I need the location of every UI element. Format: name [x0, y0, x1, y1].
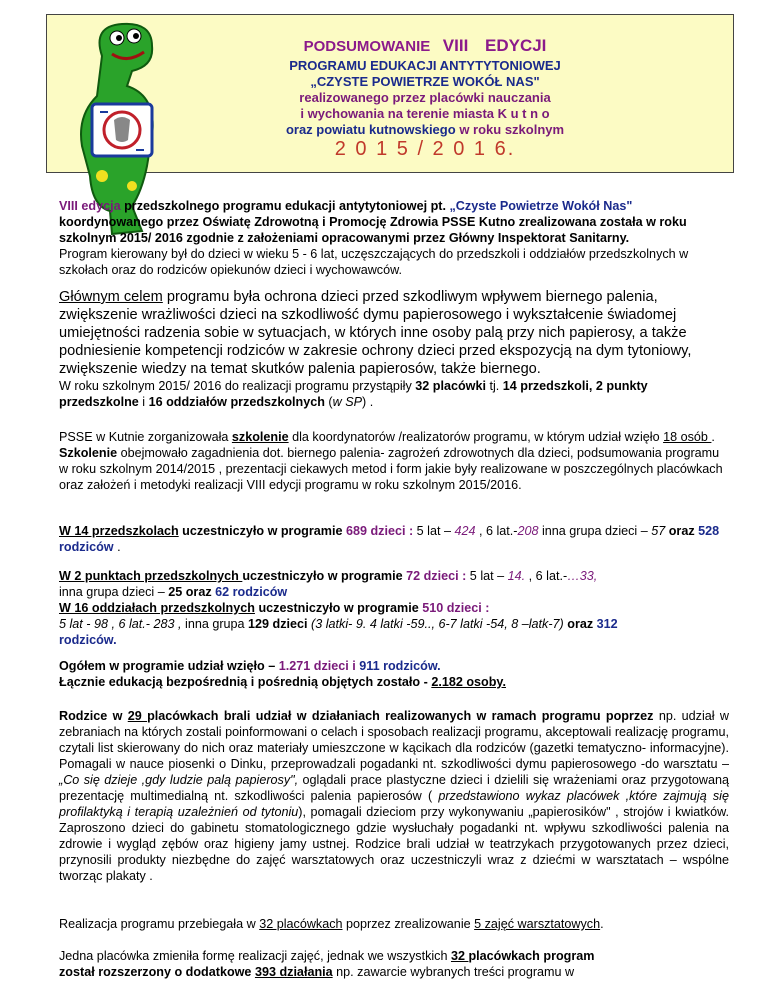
p4-text-j: oraz — [665, 524, 699, 538]
p2-departments: 16 oddziałów przedszkolnych — [148, 395, 325, 409]
p5-text-m: uczestniczyło w programie — [254, 601, 423, 615]
p1-text-d: koordynowanego przez Oświatę Zdrowotną i Promocję Zdrowia PSSE Kutno zrealizowana została w roku szkolnym 2015/ 2016 zgodnie z założeniami opracowanymi przez Główny Inspektorat Sanitarny. — [59, 215, 687, 245]
p8-workshops: 5 zajęć warsztatowych — [474, 917, 601, 931]
paragraph-intro — [59, 198, 729, 278]
p9-count: 32 — [450, 949, 469, 963]
p5-departments: W 16 oddziałach przedszkolnych — [59, 601, 255, 615]
p5-label: W 2 punktach przedszkolnych — [59, 569, 243, 583]
edition-label: VIII edycja — [59, 199, 121, 213]
paragraph-participants — [59, 378, 729, 410]
goal-label: Głównym celem — [59, 289, 163, 305]
p8-text-a: Realizacja programu przebiegała w — [59, 917, 260, 931]
p9-actions: 393 działania — [254, 965, 333, 979]
p1-text-b: przedszkolnego programu edukacji antytytoniowej pt. — [120, 199, 450, 213]
paragraph-realization — [59, 916, 729, 932]
p7-text-a: Rodzice w — [59, 709, 128, 723]
p4-text-b: uczestniczyło w programie — [178, 524, 346, 538]
header-title-a: PODSUMOWANIE — [303, 38, 431, 55]
p4-other: 57 — [651, 524, 666, 538]
p5-text-j: oraz — [182, 585, 216, 599]
p5-dep-children: 510 dzieci : — [422, 601, 490, 615]
p7-text-h: ), pomagali dzieciom przy wykonywaniu „papierosików" , strojów i kwiatków. Zaproszono dzieci do gabinetu stomatologicznego gdzie wysłuchały pogadanki nt. wpływu szkodliwości palenia na zdrowie i wygląd zębów oraz higieny jamy ustnej. Rodzice brali udział w teatrzykach przygotowanych przez dzieci, przynosili produkty niezbędne do zajęć warsztatowych oraz uczestniczyli wraz z dziećmi w warsztatach – wspólne tworząc plakaty . — [59, 805, 730, 883]
p5-children: 72 dzieci : — [406, 569, 467, 583]
p5-age6: …33, — [567, 569, 598, 583]
p2-text-c: W roku szkolnym 2015/ 2016 do realizacji programu przystąpiły — [59, 379, 416, 393]
p2-facilities: 32 placówki — [415, 379, 486, 393]
header-line-6 — [195, 122, 655, 137]
p5-text-h: inna grupa dzieci – — [59, 585, 169, 599]
p3-text-a: PSSE w Kutnie zorganizowała — [59, 430, 232, 444]
goal-text: programu była ochrona dzieci przed szkodliwym wpływem biernego palenia, zwiększenie wrażliwości dzieci na szkodliwość dymu papierosowego i wykształcenie świadomej umiejętności radzenia sobie w sytuacjach, w których inne osoby palą przy nich papierosy, a także podniesienie kompetencji rodziców w zakresie ochrony dzieci przed ekspozycją na dym tytoniowy, zwiększenie wiedzy na temat skutków palenia papierosów, także biernego. — [59, 289, 692, 377]
p6-text-c: i — [348, 659, 360, 673]
p8-text-c: poprzez zrealizowanie — [342, 917, 475, 931]
p5-breakdown: (3 latki- 9. 4 latki -59.., 6-7 latki -54, 8 –latk-7) — [307, 617, 564, 631]
p6-people-total: 2.182 osoby. — [431, 675, 506, 689]
p2-text-i: ( — [324, 395, 333, 409]
p5-dep-parents: 312 — [596, 617, 618, 631]
p9-text-d: został rozszerzony o dodatkowe — [59, 965, 255, 979]
p3-text-g: obejmowało zagadnienia dot. biernego palenia- zagrożeń zdrowotnych dla dzieci, podsumowania programu w roku szkolnym 2014/2015 , prezentacji ciekawych metod i form jakie były realizowane w poszczególnych placówkach oraz założeń i metodyki realizacji VIII edycji programu w roku szkolnym 2015/2016. — [59, 446, 723, 492]
p6-text-a: Ogółem w programie udział wzięło – — [59, 659, 279, 673]
p4-age5: 424 — [454, 524, 476, 538]
header-school-year: 2 0 1 5 / 2 0 1 6. — [334, 138, 516, 160]
p3-text-c: dla koordynatorów /realizatorów programu, w którym udział wzięło — [288, 430, 664, 444]
p2-text-k: ) . — [362, 395, 374, 409]
header-title-b: VIII — [442, 36, 469, 55]
header-line-3: „CZYSTE POWIETRZE WOKÓŁ NAS" — [310, 74, 540, 89]
p4-text-h: inna grupa dzieci – — [538, 524, 652, 538]
p5-text-d: 5 lat – — [466, 569, 508, 583]
paragraph-goal — [59, 288, 729, 378]
p3-count: 18 osób — [663, 430, 712, 444]
p5-other-count: 129 dzieci — [248, 617, 308, 631]
p3-training: szkolenie — [231, 430, 289, 444]
header-line-1 — [195, 36, 655, 56]
paragraph-parents — [59, 708, 729, 884]
p7-list: przedstawiono wykaz placówek ,które zajmują się profilaktyką i terapią uzależnień od tytoniu — [59, 789, 729, 819]
p9-text-f: np. zawarcie wybranych treści programu w — [332, 965, 575, 979]
p7-workshop: „Co się dzieje ,gdy ludzie palą papierosy", — [59, 773, 299, 787]
p4-text-l: . — [113, 540, 121, 554]
header-line-4: realizowanego przez placówki nauczania — [299, 90, 551, 105]
header-line-6a: oraz powiatu kutnowskiego — [285, 122, 456, 137]
p7-text-f: oglądali prace plastyczne dzieci i dzielili się wrażeniami oraz przygotowaną prezentację multimedialną nt. szkodliwości palenia papierosów ( — [59, 773, 729, 803]
paragraph-kindergartens — [59, 523, 729, 555]
p2-text-e: tj. — [485, 379, 503, 393]
p4-parents: 528 rodziców — [59, 524, 720, 554]
header-line-6b: w roku szkolnym — [459, 122, 565, 137]
p8-text-e: . — [600, 917, 604, 931]
header-line-5: i wychowania na terenie miasta K u t n o — [300, 106, 550, 121]
p5-text-p: inna grupa — [181, 617, 249, 631]
p7-text-c: placówkach brali udział w działaniach realizowanych w ramach programu poprzez — [147, 709, 654, 723]
p5-parents: 62 rodziców — [215, 585, 288, 599]
p7-text-d: np. udział w zebraniach na których zostali poinformowani o celach i sposobach realizacji programu, akceptowali realizację programu, czytali list skierowany do nich oraz materiały umieszczone w kącikach dla rodziców (gazetki tematyczno- informacyjne). Pomagali w nauce piosenki o Dinku, przeprowadzali pogadanki nt. szkodliwości dymu papierosowego -do warsztatu – — [59, 709, 729, 771]
p7-count: 29 — [127, 709, 148, 723]
paragraph-totals — [59, 658, 729, 690]
p6-text-e: Łącznie edukacją bezpośrednią i pośrednią objętych zostało - — [59, 675, 432, 689]
paragraph-extended — [59, 948, 729, 980]
p5-parents-word: rodziców. — [59, 633, 117, 647]
p5-text-s: oraz — [563, 617, 597, 631]
p4-age6: 208 — [517, 524, 539, 538]
paragraph-points — [59, 568, 729, 648]
paragraph-training — [59, 429, 729, 493]
p8-facilities: 32 placówkach — [259, 917, 343, 931]
program-name: „Czyste Powietrze Wokół Nas" — [449, 199, 633, 213]
p5-ages: 5 lat - 98 , 6 lat.- 283 , — [59, 617, 182, 631]
p1-text-e: Program kierowany był do dzieci w wieku 5 - 6 lat, uczęszczających do przedszkoli i oddziałów przedszkolnych w szkołach oraz do rodziców opiekunów dzieci i wychowawców. — [59, 247, 689, 277]
p5-other: 25 — [168, 585, 183, 599]
p9-text-c: placówkach program — [468, 949, 595, 963]
p4-children: 689 dzieci : — [345, 524, 414, 538]
p9-text-a: Jedna placówka zmieniła formę realizacji zajęć, jednak we wszystkich — [59, 949, 451, 963]
header-title-c: EDYCJI — [484, 36, 547, 55]
p2-text-j: w SP — [332, 395, 363, 409]
p4-label: W 14 przedszkolach — [59, 524, 179, 538]
p3-text-e: . — [711, 430, 715, 444]
p5-age5: 14. — [507, 569, 526, 583]
p4-text-d: 5 lat – — [413, 524, 455, 538]
p6-children-total: 1.271 dzieci — [278, 659, 349, 673]
p3-training-2: Szkolenie — [59, 446, 118, 460]
p5-text-f: , 6 lat.- — [525, 569, 568, 583]
header-line-2: PROGRAMU EDUKACJI ANTYTYTONIOWEJ — [289, 58, 561, 73]
p2-text-g: i — [138, 395, 149, 409]
p6-parents-total: 911 rodziców. — [359, 659, 441, 673]
p5-text-b: uczestniczyło w programie — [242, 569, 407, 583]
p2-kindergartens: 14 przedszkoli, 2 punkty przedszkolne — [59, 379, 648, 409]
p4-text-f: , 6 lat.- — [475, 524, 518, 538]
